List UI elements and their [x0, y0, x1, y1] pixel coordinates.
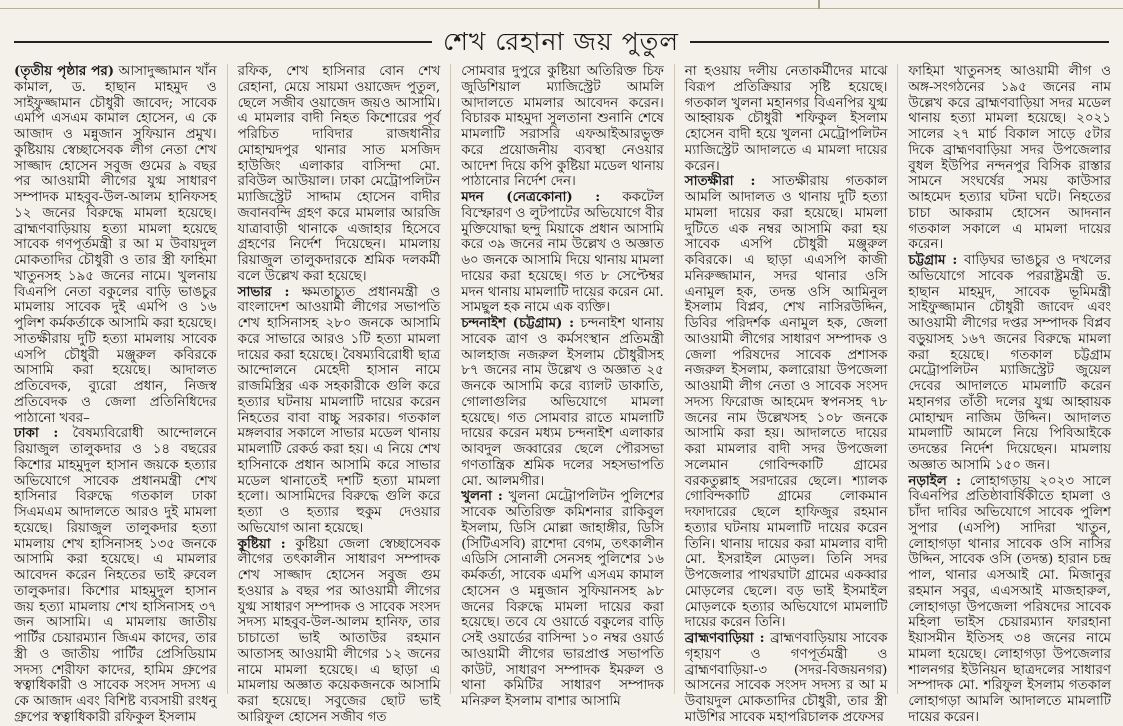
paragraph — [238, 64, 441, 285]
paragraph-text: ফাহিমা খাতুনসহ আওয়ামী লীগ ও অঙ্গ-সংগঠনের ১৯৫ জনের নাম উল্লেখ করে ব্রাহ্মণবাড়িয়া সদর মডেল থানায় হত্যা মামলা হয়েছে। ২০২১ সালের ২৭ মার্চ বিকাল সাড়ে ৫টার দিকে ব্রাহ্মণবাড়িয়া সদর উপজেলার বুধল ইউপির নন্দনপুর বিসিক রাস্তার সামনে সংঘর্ষের সময় কাউসার আহমেদ হত্যার ঘটনা ঘটে। নিহতের চাচা আকরাম হোসেন আদনান গতকাল সকালে এ মামলা দায়ের করেন। — [908, 64, 1111, 253]
paragraph-text: চন্দনাইশ থানায় সাবেক ত্রাণ ও কর্মসংস্থান প্রতিমন্ত্রী আলহাজ নজরুল ইসলাম চৌধুরীসহ ৮৭ জনের নাম উল্লেখ ও অজ্ঞাত ২৫ জনকে আসামি করে ব্যালট ডাকাতি, গোলাগুলির অভিযোগে মামলা হয়েছে। গত সোমবার রাতে মামলাটি দায়ের করেন মধ্যম চন্দনাইশ এলাকার আবদুল জব্বারের ছেলে পৌরসভা গণতান্ত্রিক শ্রমিক দলের সহসভাপতি মো. আলমগীর। — [461, 316, 664, 489]
paragraph-text: বৈষম্যবিরোধী আন্দোলনে রিয়াজুল তালুকদার ও ১৪ বছরের কিশোর মাহমুদুল হাসান জয়কে হত্যার অভিযোগে সাবেক প্রধানমন্ত্রী শেখ হাসিনার বিরুদ্ধে গতকাল ঢাকা সিএমএম আদালতে আরও দুই মামলা হয়েছে। রিয়াজুল তালুকদার হত্যা মামলায় শেখ হাসিনাসহ ১৩৫ জনকে আসামি করা হয়েছে। এ মামলার আবেদন করেন নিহতের ভাই রুবেল তালুকদার। কিশোর মাহমুদুল হাসান জয় হত্যা মামলায় শেখ হাসিনাসহ ৩৭ জন আসামি। এ মামলায় জাতীয় পার্টির চেয়ারম্যান জিএম কাদের, তার স্ত্রী ও জাতীয় পার্টির প্রেসিডিয়াম সদস্য শেরীফা কাদের, হামিম গ্রুপের স্বত্বাধিকারী ও সাবেক সংসদ সদস্য এ কে আজাদ এবং বিশিষ্ট ব্যবসায়ী রংধনু গ্রুপের স্বত্বাধিকারী রফিকুল ইসলাম — [14, 426, 217, 725]
top-rule — [0, 0, 1123, 10]
paragraph-lead: ঢাকা : — [14, 425, 59, 442]
paragraph — [461, 64, 664, 190]
column-2 — [227, 64, 441, 725]
paragraph — [14, 426, 217, 725]
paragraph — [908, 64, 1111, 253]
paragraph — [685, 631, 888, 726]
column-5 — [897, 64, 1111, 725]
paragraph-lead: চন্দনাইশ (চট্টগ্রাম) : — [461, 315, 575, 331]
paragraph — [685, 174, 888, 631]
top-rule-line — [0, 8, 1123, 9]
paragraph-text: সোমবার দুপুরে কুষ্টিয়া অতিরিক্ত চিফ জুডিশিয়াল ম্যাজিস্ট্রেট আমলি আদালতে মামলার আবেদন করেন। বিচারক মাহমুদা সুলতানা শুনানি শেষে মামলাটি সরাসরি এফআইআরভুক্ত করে প্রয়োজনীয় ব্যবস্থা নেওয়ার আদেশ দিয়ে কপি কুষ্টিয়া মডেল থানায় পাঠানোর নির্দেশ দেন। — [461, 64, 664, 190]
paragraph-lead: সাতক্ষীরা : — [684, 173, 756, 190]
paragraph-lead: চট্টগ্রাম : — [908, 252, 958, 268]
paragraph — [908, 253, 1111, 474]
article-body — [14, 63, 1111, 725]
paragraph — [908, 474, 1111, 726]
paragraph — [461, 316, 664, 489]
paragraph-text: রফিক, শেখ হাসিনার বোন শেখ রেহানা, মেয়ে সায়মা ওয়াজেদ পুতুল, ছেলে সজীব ওয়াজেদ জয়ও আসামি। এ মামলার বাদী নিহত কিশোরের পূর্ব পরিচিত দাবিদার রাজধানীর মোহাম্মদপুর থানার সাত মসজিদ হাউজিং এলাকার বাসিন্দা মো. রবিউল আউয়াল। ঢাকা মেট্রোপলিটন ম্যাজিস্ট্রেট সাদ্দাম হোসেন বাদীর জবানবন্দি গ্রহণ করে মামলার আরজি যাত্রাবাড়ী থানাকে এজাহার হিসেবে গ্রহণের নির্দেশ দিয়েছেন। মামলায় রিয়াজুল তালুকদারকে শ্রমিক দলকর্মী বলে উল্লেখ করা হয়েছে। — [237, 64, 441, 284]
paragraph-text: ককটেল বিস্ফোরণ ও লুটপাটের অভিযোগে বীর মুক্তিযোদ্ধা ছন্দু মিয়াকে প্রধান আসামি করে ৩৯ জনের নাম উল্লেখ ও অজ্ঞাত ৬০ জনকে আসামি দিয়ে থানায় মামলা দায়ের করা হয়েছে। গত ৮ সেপ্টেম্বর মদন থানায় মামলাটি দায়ের করেন মো. সামছুল হক নামে এক ব্যক্তি। — [461, 190, 664, 316]
article-title: শেখ রেহানা জয় পুতুল — [442, 27, 680, 56]
heading-rule-left — [14, 41, 432, 43]
paragraph-text: ব্রাহ্মণবাড়িয়ায় সাবেক গৃহায়ণ ও গণপূর্তমন্ত্রী ও ব্রাহ্মণবাড়িয়া-৩ (সদর-বিজয়নগর) আসনের সাবেক সংসদ সদস্য র আ ম উবায়দুল মোকতাদির চৌধুরী, তার স্ত্রী মাউশির সাবেক মহাপরিচালক প্রফেসর — [684, 631, 888, 725]
paragraph-lead: (তৃতীয় পৃষ্ঠার পর) — [14, 63, 115, 79]
paragraph — [461, 489, 664, 710]
paragraph — [238, 285, 441, 537]
paragraph-text: লোহাগড়ায় ২০২৩ সালে বিএনপির প্রতিষ্ঠাবার্ষিকীতে হামলা ও চাঁদা দাবির অভিযোগে সাবেক পুলিশ সুপার (এসপি) সাদিরা খাতুন, লোহাগড়া থানার সাবেক ওসি নাসির উদ্দিন, সাবেক ওসি (তদন্ত) হারান চন্দ্র পাল, থানার এসআই মো. মিজানুর রহমান সবুর, এএসআই মাজহারুল, লোহাগড়া উপজেলা পরিষদের সাবেক মহিলা ভাইস চেয়ারম্যান ফারহানা ইয়াসমীন ইতিসহ ৩৪ জনের নামে মামলা হয়েছে। লোহাগড়া উপজেলার শালনগর ইউনিয়ন ছাত্রদলের সাধারণ সম্পাদক মো. শরিফুল ইসলাম গতকাল লোহাগড়া আমলি আদালতে মামলাটি দায়ের করেন। — [908, 473, 1111, 725]
paragraph-text: খুলনা মেট্রোপলিটন পুলিশের সাবেক অতিরিক্ত কমিশনার রাকিবুল ইসলাম, ডিসি মোল্লা জাহাঙ্গীর, ডিসি (সিটিএসবি) রাশেদা বেগম, তৎকালীন এডিসি সোনালী সেনসহ পুলিশের ১৬ কর্মকর্তা, সাবেক এমপি এসএম কামাল হোসেন ও মন্নুজান সুফিয়ানসহ ৯৮ জনের বিরুদ্ধে মামলা দায়ের করা হয়েছে। তবে যে ওয়ার্ডে বকুলের বাড়ি সেই ওয়ার্ডের বাসিন্দা ১০ নম্বর ওয়ার্ড আওয়ামী লীগের ভারপ্রাপ্ত সভাপতি কাউট, সাধারণ সম্পাদক ইমরুল ও থানা কমিটির সাধারণ সম্পাদক মনিরুল ইসলাম বাশার আসামি — [461, 489, 664, 709]
paragraph-text: কুষ্টিয়া জেলা স্বেচ্ছাসেবক লীগের তৎকালীন সাধারণ সম্পাদক শেখ সাজ্জাদ হোসেন সবুজ গুম হওয়ার ৯ বছর পর আওয়ামী লীগের যুগ্ম সাধারণ সম্পাদক ও সাবেক সংসদ সদস্য মাহবুব-উল-আলম হানিফ, তার চাচাতো ভাই আতাউর রহমান আতাসহ আওয়ামী লীগের ১২ জনের নামে মামলা হয়েছে। এ ছাড়া এ মামলায় অজ্ঞাত কয়েকজনকে আসামি করা হয়েছে। সবুজের ছোট ভাই আরিফুল হোসেন সজীব গত — [237, 536, 441, 725]
paragraph-text: আসাদুজ্জামান খাঁন কামাল, ড. হাছান মাহমুদ ও সাইফুজ্জামান চৌধুরী জাবেদ; সাবেক এমপি এসএম কামাল হোসেন, এ কে আজাদ ও মন্নুজান সুফিয়ান প্রমুখ। কুষ্টিয়ায় স্বেচ্ছাসেবক লীগ নেতা শেখ সাজ্জাদ হোসেন সবুজ গুমের ৯ বছর পর আওয়ামী লীগের যুগ্ম সাধারণ সম্পাদক মাহবুব-উল-আলম হানিফসহ ১২ জনের বিরুদ্ধে মামলা হয়েছে। ব্রাহ্মণবাড়িয়ায় হত্যা মামলা হয়েছে সাবেক গণপূর্তমন্ত্রী র আ ম উবায়দুল মোকতাদির চৌধুরী ও তার স্ত্রী ফাহিমা খাতুনসহ ১৯৫ জনের নামে। খুলনায় বিএনপি নেতা বকুলের বাড়ি ভাঙচুর মামলায় সাবেক দুই এমপি ও ১৬ পুলিশ কর্মকর্তাকে আসামি করা হয়েছে। সাতক্ষীরায় দুটি হত্যা মামলায় সাবেক এসপি চৌধুরী মঞ্জুরুল কবিরকে আসামি করা হয়েছে। আদালত প্রতিবেদক, ব্যুরো প্রধান, নিজস্ব প্রতিবেদক ও জেলা প্রতিনিধিদের পাঠানো খবর– — [14, 64, 217, 426]
paragraph — [14, 64, 217, 426]
paragraph-text: ক্ষমতাচ্যুত প্রধানমন্ত্রী ও বাংলাদেশ আওয়ামী লীগের সভাপতি শেখ হাসিনাসহ ২৮০ জনকে আসামি করে সাভারে আরও ১টি হত্যা মামলা দায়ের করা হয়েছে। বৈষম্যবিরোধী ছাত্র আন্দোলনে মেহেদী হাসান নামে রাজমিস্ত্রির এক সহকারীকে গুলি করে হত্যার ঘটনায় মামলাটি দায়ের করেন নিহতের বাবা বাচ্চু সরকার। গতকাল মঙ্গলবার সকালে সাভার মডেল থানায় মামলাটি রেকর্ড করা হয়। এ নিয়ে শেখ হাসিনাকে প্রধান আসামি করে সাভার মডেল থানাতেই দশটি হত্যা মামলা হলো। আসামিদের বিরুদ্ধে গুলি করে হত্যা ও হত্যার হুকুম দেওয়ার অভিযোগ আনা হয়েছে। — [237, 284, 441, 536]
paragraph — [461, 190, 664, 316]
paragraph — [685, 64, 888, 174]
paragraph-lead: ব্রাহ্মণবাড়িয়া : — [684, 630, 765, 646]
column-1 — [14, 63, 217, 725]
paragraph-text: বাড়িঘর ভাঙচুর ও দখলের অভিযোগে সাবেক পররাষ্ট্রমন্ত্রী ড. হাছান মাহমুদ, সাবেক ভূমিমন্ত্রী সাইফুজ্জামান চৌধুরী জাবেদ এবং আওয়ামী লীগের দপ্তর সম্পাদক বিপ্লব বড়ুয়াসহ ১৬৭ জনের বিরুদ্ধে মামলা করা হয়েছে। গতকাল চট্টগ্রাম মেট্রোপলিটন ম্যাজিস্ট্রেট জুয়েল দেবের আদালতে মামলাটি করেন মহানগর তাঁতী দলের যুগ্ম আহ্বায়ক মোহাম্মদ নাজিম উদ্দিন। আদালত মামলাটি আমলে নিয়ে পিবিআইকে তদন্তের নির্দেশ দিয়েছেন। মামলায় অজ্ঞাত আসামি ১৫০ জন। — [908, 253, 1111, 473]
top-rule-tick — [818, 0, 820, 9]
column-4 — [674, 64, 888, 725]
heading-rule-right — [690, 41, 1109, 43]
paragraph-lead: কুষ্টিয়া : — [237, 535, 286, 552]
paragraph — [238, 537, 441, 726]
paragraph-text: না হওয়ায় দলীয় নেতাকর্মীদের মাঝে বিরূপ প্রতিক্রিয়ার সৃষ্টি হয়েছে। গতকাল খুলনা মহানগর বিএনপির যুগ্ম আহ্বায়ক চৌধুরী শফিকুল ইসলাম হোসেন বাদী হয়ে খুলনা মেট্রোপলিটন ম্যাজিস্ট্রেট আদালতে এ মামলা দায়ের করেন। — [684, 64, 888, 174]
article-heading — [14, 24, 1109, 60]
paragraph-text: সাতক্ষীরায় গতকাল আমলি আদালত ও থানায় দুটি হত্যা মামলা দায়ের করা হয়েছে। মামলা দুটিতে এক নম্বর আসামি করা হয় সাবেক এসপি চৌধুরী মঞ্জুরুল কবিরকে। এ ছাড়া এএসপি কাজী মনিরুজ্জামান, সদর থানার ওসি এনামুল হক, তদন্ত ওসি আমিনুল ইসলাম বিপ্লব, শেখ নাসিরউদ্দিন, ডিবির পরিদর্শক এনামুল হক, জেলা আওয়ামী লীগের সাধারণ সম্পাদক ও জেলা পরিষদের সাবেক প্রশাসক নজরুল ইসলাম, কলারোয়া উপজেলা আওয়ামী লীগ নেতা ও সাবেক সংসদ সদস্য ফিরোজ আহমেদ স্বপনসহ ৭৮ জনের নাম উল্লেখসহ ১০৮ জনকে আসামি করা হয়। আদালতে দায়ের করা মামলার বাদী সদর উপজেলা সলেমান গোবিন্দকাটি গ্রামের বরকতুল্লাহ সরদারের ছেলে। শ্যালক গোবিন্দকাটি গ্রামের লোকমান দফাদারের ছেলে হাফিজুর রহমান হত্যার ঘটনায় মামলাটি দায়ের করেন তিনি। থানায় দায়ের করা মামলার বাদী মো. ইসরাইল মোড়ল। তিনি সদর উপজেলার পাথরঘাটা গ্রামের একব্বার মোড়লের ছেলে। বড় ভাই ইসমাইল মোড়লকে হত্যার অভিযোগে মামলাটি দায়ের করেন তিনি। — [684, 174, 888, 631]
paragraph-lead: মদন (নেত্রকোনা) : — [461, 189, 601, 205]
paragraph-lead: খুলনা : — [461, 488, 503, 505]
paragraph-lead: নড়াইল : — [908, 472, 962, 489]
paragraph-lead: সাভার : — [237, 283, 290, 300]
column-3 — [450, 64, 664, 709]
